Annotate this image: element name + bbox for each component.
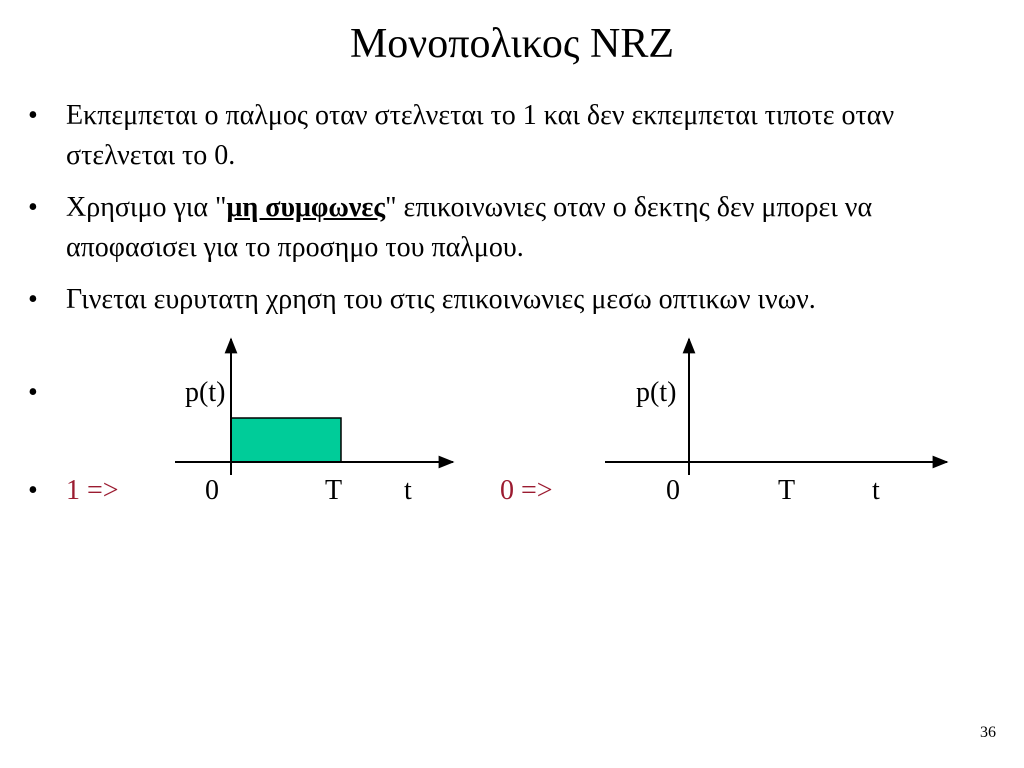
left-bit-label: 1 => [66,475,119,506]
left-time-label: t [404,475,412,506]
bullet-symbol: • [28,100,38,131]
slide-title: Μονοπολικος NRZ [349,21,675,67]
bullet-symbol-bit-row: • [28,475,38,506]
bullet-item-2 [28,188,988,268]
left-origin-label: 0 [205,475,219,506]
pulse-rectangle [231,418,341,462]
bullet-symbol: • [28,284,38,315]
left-period-label: T [325,475,343,506]
bullet-text-before: Χρησιμο για " [66,192,227,223]
left-y-axis-label: p(t) [185,377,226,408]
slide-number: 36 [980,724,996,741]
right-y-axis-label: p(t) [636,377,677,408]
bullet-emphasis: μη συμφωνες [226,192,386,223]
bullet-item-1 [28,96,988,176]
bullet-item-3 [28,280,988,320]
right-bit-label: 0 => [500,475,553,506]
right-time-label: t [872,475,880,506]
bullet-symbol: • [28,192,38,223]
right-period-label: T [778,475,796,506]
right-origin-label: 0 [666,475,680,506]
bullet-symbol-diagram-row: • [28,377,38,408]
bullet-text-after: " επικοινωνιες οταν ο δεκτης δεν μπορει να αποφασισει για το προσημο του παλμου. [66,192,873,263]
bullet-text: Εκπεμπεται ο παλμος οταν στελνεται το 1 και δεν εκπεμπεται τιποτε οταν στελνεται το 0. [66,100,895,171]
bullet-list [28,96,988,332]
bullet-text: Γινεται ευρυτατη χρηση του στις επικοινωνιες μεσω οπτικων ινων. [66,284,816,315]
